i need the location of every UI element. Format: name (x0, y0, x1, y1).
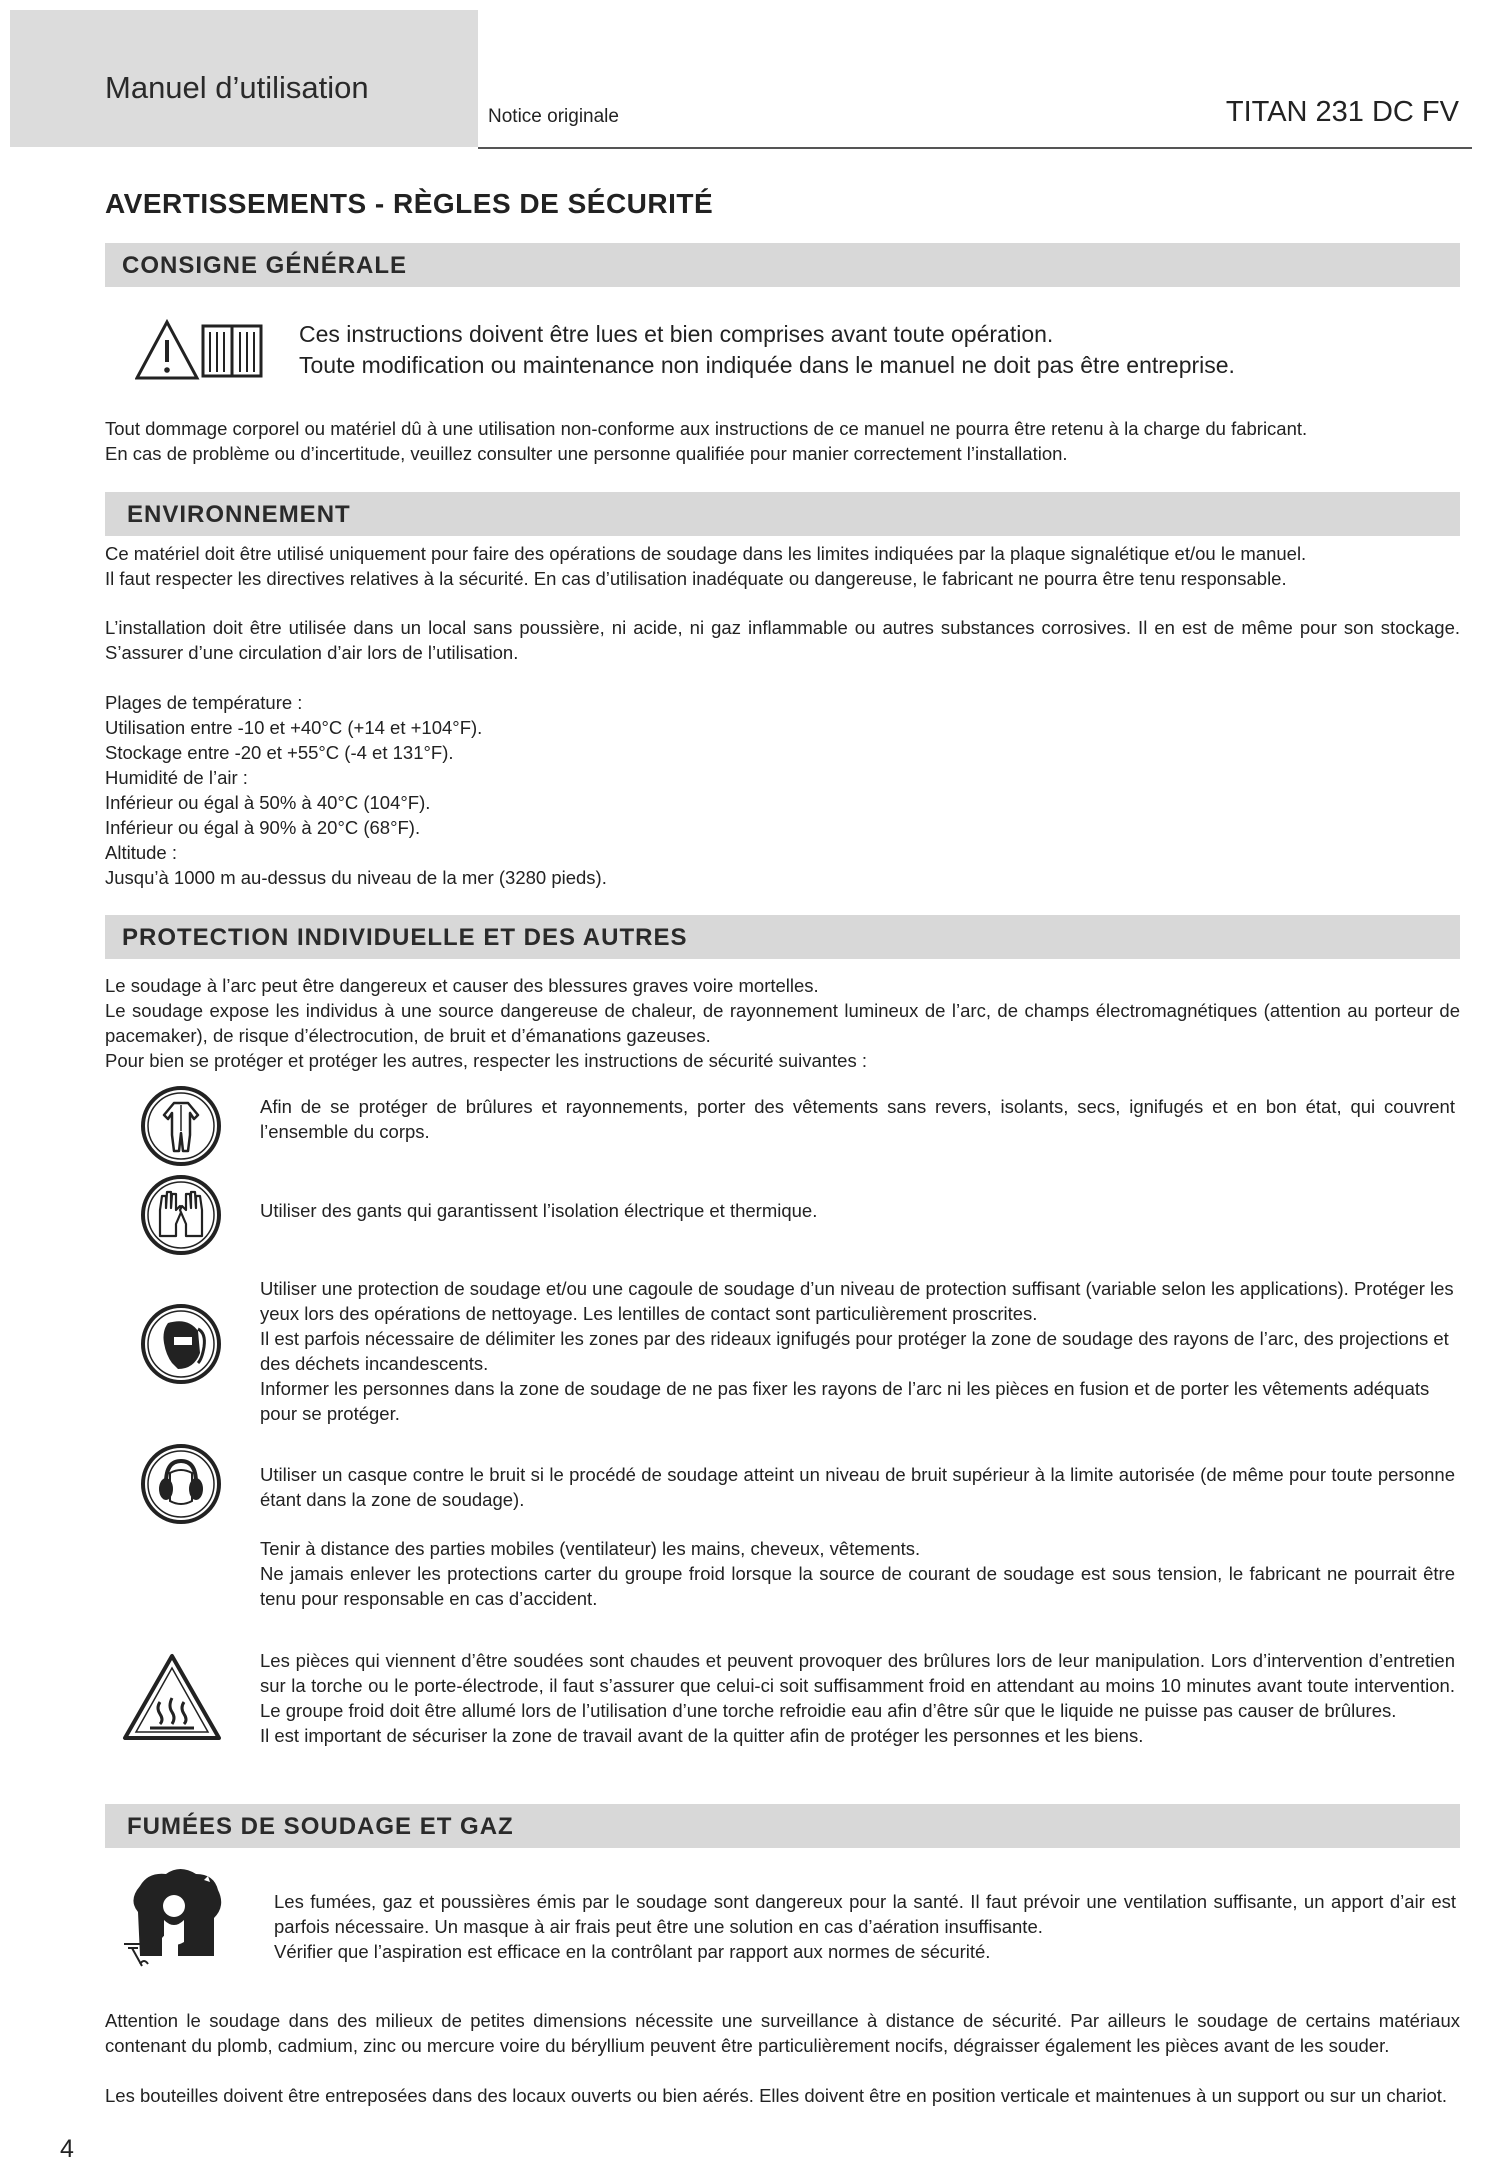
hot-paragraph: Les pièces qui viennent d’être soudées sont chaudes et peuvent provoquer des brûlures lors de leur manipulation. Lors d’intervention d’entretien sur la torche ou le porte-électrode, il faut s’assurer que celui-ci soit suffisamment froid en attendant au moins 10 minutes avant toute intervention. Le groupe froid doit être allumé lors de l’utilisation d’une torche refroidie eau afin d’être sûr que le liquide ne puisse pas causer de brûlures. (260, 1650, 1455, 1721)
protection-mask-text (260, 1276, 1460, 1426)
warning-manual-icon (135, 318, 265, 382)
protection-text-1: Le soudage à l’arc peut être dangereux et causer des blessures graves voire mortelles. (105, 975, 819, 996)
general-warning-line1: Ces instructions doivent être lues et bien comprises avant toute opération. (299, 321, 1054, 347)
spec-line: Stockage entre -20 et +55°C (-4 et 131°F). (105, 742, 454, 763)
fumes-item-1: Les fumées, gaz et poussières émis par le soudage sont dangereux pour la santé. Il faut prévoir une ventilation suffisante, un apport d’air est parfois nécessaire. Un masque à air frais peut être une solution en cas d’aération insuffisante. (274, 1891, 1456, 1937)
notice-label: Notice originale (488, 106, 619, 127)
environment-text-2: Il faut respecter les directives relatives à la sécurité. En cas d’utilisation inadéquate ou dangereuse, le fabricant ne pourra être tenu responsable. (105, 568, 1287, 589)
protection-gloves-text: Utiliser des gants qui garantissent l’isolation électrique et thermique. (260, 1200, 818, 1221)
spec-line: Altitude : (105, 842, 177, 863)
mask-paragraph: Il est parfois nécessaire de délimiter les zones par des rideaux ignifugés pour protéger la zone de soudage des rayons de l’arc, des projections et des déchets incandescents. (260, 1328, 1449, 1374)
ear-protection-icon (140, 1443, 222, 1525)
page-number: 4 (60, 2135, 74, 2163)
fumes-item-2: Vérifier que l’aspiration est efficace en la contrôlant par rapport aux normes de sécurité. (274, 1941, 991, 1962)
welding-fumes-icon (118, 1860, 228, 1970)
section-title-environment: ENVIRONNEMENT (127, 501, 351, 528)
environment-text-1: Ce matériel doit être utilisé uniquement pour faire des opérations de soudage dans les limites indiquées par la plaque signalétique et/ou le manuel. (105, 543, 1307, 564)
mask-paragraph: Utiliser une protection de soudage et/ou une cagoule de soudage d’un niveau de protection suffisant (variable selon les applications). Protéger les yeux lors des opérations de nettoyage. Les lentilles de contact sont particulièrement proscrites. (260, 1278, 1454, 1324)
general-text-2: En cas de problème ou d’incertitude, veuillez consulter une personne qualifiée pour manier correctement l’installation. (105, 443, 1068, 464)
protection-clothing-text: Afin de se protéger de brûlures et rayonnements, porter des vêtements sans revers, isolants, secs, ignifugés et en bon état, qui couvrent l’ensemble du corps. (260, 1096, 1455, 1142)
page-title: AVERTISSEMENTS - RÈGLES DE SÉCURITÉ (105, 188, 714, 219)
protective-gloves-icon (140, 1174, 222, 1256)
section-title-fumes: FUMÉES DE SOUDAGE ET GAZ (127, 1813, 514, 1840)
fumes-text-1: Attention le soudage dans des milieux de petites dimensions nécessite une surveillance à distance de sécurité. Par ailleurs le soudage de certains matériaux contenant du plomb, cadmium, zinc ou mercure voire du béryllium peuvent être particulièrement nocifs, dégraisser également les pièces avant de les souder. (105, 2010, 1460, 2056)
header-rule (478, 147, 1472, 149)
spec-line: Humidité de l’air : (105, 767, 248, 788)
section-header-general (105, 243, 1460, 287)
section-title-protection: PROTECTION INDIVIDUELLE ET DES AUTRES (122, 924, 688, 951)
moving-paragraph: Tenir à distance des parties mobiles (ventilateur) les mains, cheveux, vêtements. (260, 1538, 921, 1559)
protection-moving-text (260, 1536, 1455, 1611)
section-header-protection (105, 915, 1460, 959)
moving-paragraph: Ne jamais enlever les protections carter du groupe froid lorsque la source de courant de soudage est sous tension, le fabricant ne pourrait être tenu pour responsable en cas d’accident. (260, 1563, 1455, 1609)
environment-text-3: L’installation doit être utilisée dans un local sans poussière, ni acide, ni gaz inflammable ou autres substances corrosives. Il en est de même pour son stockage. S’assurer d’une circulation d’air lors de l’utilisation. (105, 617, 1460, 663)
welding-mask-icon (140, 1303, 222, 1385)
protection-hot-text (260, 1648, 1455, 1748)
spec-line: Inférieur ou égal à 90% à 20°C (68°F). (105, 817, 421, 838)
protection-ear-text: Utiliser un casque contre le bruit si le procédé de soudage atteint un niveau de bruit supérieur à la limite autorisée (de même pour toute personne étant dans la zone de soudage). (260, 1464, 1455, 1510)
hot-surface-icon (122, 1652, 222, 1742)
spec-line: Plages de température : (105, 692, 303, 713)
spec-line: Jusqu’à 1000 m au-dessus du niveau de la mer (3280 pieds). (105, 867, 607, 888)
section-header-fumes (105, 1804, 1460, 1848)
protection-text-3: Pour bien se protéger et protéger les autres, respecter les instructions de sécurité suivantes : (105, 1050, 867, 1071)
spec-line: Utilisation entre -10 et +40°C (+14 et +104°F). (105, 717, 483, 738)
protection-text-2: Le soudage expose les individus à une source dangereuse de chaleur, de rayonnement lumineux de l’arc, de champs électromagnétiques (attention au porteur de pacemaker), de risque d’électrocution, de bruit et d’émanations gazeuses. (105, 1000, 1460, 1046)
fumes-text-2: Les bouteilles doivent être entreposées dans des locaux ouverts ou bien aérés. Elles doivent être en position verticale et maintenues à un support ou sur un chariot. (105, 2085, 1448, 2106)
hot-paragraph: Il est important de sécuriser la zone de travail avant de la quitter afin de protéger les personnes et les biens. (260, 1725, 1144, 1746)
model-name: TITAN 231 DC FV (1225, 96, 1459, 128)
spec-line: Inférieur ou égal à 50% à 40°C (104°F). (105, 792, 431, 813)
mask-paragraph: Informer les personnes dans la zone de soudage de ne pas fixer les rayons de l’arc ni les pièces en fusion et de porter les vêtements adéquats pour se protéger. (260, 1378, 1430, 1424)
general-warning-line2: Toute modification ou maintenance non indiquée dans le manuel ne doit pas être entreprise. (299, 352, 1235, 378)
general-text-1: Tout dommage corporel ou matériel dû à une utilisation non-conforme aux instructions de ce manuel ne pourra être retenu à la charge du fabricant. (105, 418, 1308, 439)
section-header-environment (105, 492, 1460, 536)
section-title-general: CONSIGNE GÉNÉRALE (122, 252, 408, 279)
protective-clothing-icon (140, 1085, 222, 1167)
environment-specs (105, 690, 905, 890)
manual-title: Manuel d’utilisation (105, 70, 369, 105)
